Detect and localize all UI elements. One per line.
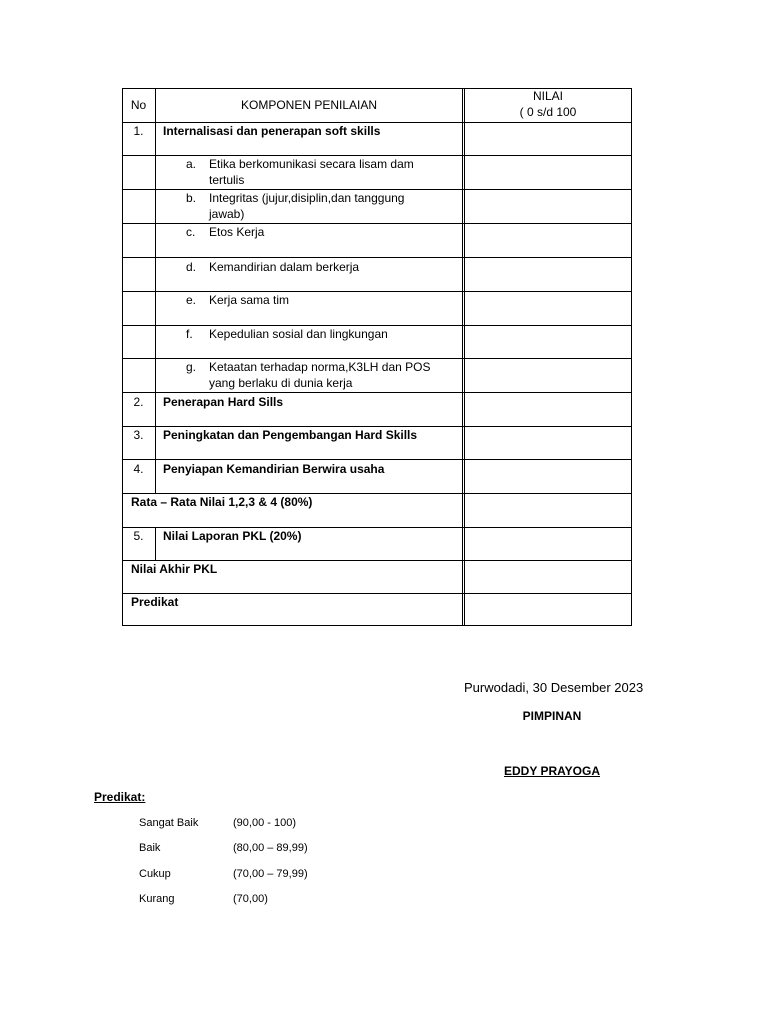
row-line [122, 291, 632, 292]
predikat-label: Sangat Baik [139, 817, 199, 829]
header-no: No [130, 98, 147, 112]
row-line [122, 223, 632, 224]
subitem-letter: f. [186, 327, 193, 341]
row-number: 3. [133, 428, 144, 442]
row-label: Internalisasi dan penerapan soft skills [163, 124, 381, 138]
table-bottom-border [122, 625, 632, 626]
subitem-label: Etika berkomunikasi secara lisam dam [209, 157, 414, 171]
predikat-range: (90,00 - 100) [233, 817, 296, 829]
subitem-letter: g. [186, 360, 197, 374]
subitem-label-cont: tertulis [209, 173, 245, 187]
subitem-letter: a. [186, 157, 197, 171]
predikat-range: (80,00 – 89,99) [233, 842, 308, 854]
predikat-range: (70,00) [233, 893, 268, 905]
predikat-label: Cukup [139, 868, 171, 880]
row-label: Peningkatan dan Pengembangan Hard Skills [163, 428, 418, 442]
row-number: 4. [133, 462, 144, 476]
header-nilai: NILAI [532, 89, 563, 103]
subitem-letter: d. [186, 260, 197, 274]
row-number: 5. [133, 529, 144, 543]
row-label: Penyiapan Kemandirian Berwira usaha [163, 462, 385, 476]
subitem-label: Integritas (jujur,disiplin,dan tanggung [209, 191, 405, 205]
row-line [122, 257, 632, 258]
average-row-label: Rata – Rata Nilai 1,2,3 & 4 (80%) [131, 495, 313, 509]
nilai-column-divider [462, 88, 463, 626]
row-number: 2. [133, 395, 144, 409]
subitem-label-cont: yang berlaku di dunia kerja [209, 376, 353, 390]
subitem-label: Kepedulian sosial dan lingkungan [209, 327, 388, 341]
subitem-label-cont: jawab) [209, 207, 245, 221]
subitem-letter: e. [186, 293, 197, 307]
predikat-label: Baik [139, 842, 161, 854]
header-nilai-range: ( 0 s/d 100 [519, 105, 577, 119]
signatory-name: EDDY PRAYOGA [503, 764, 601, 778]
final-score-label: Nilai Akhir PKL [131, 562, 218, 576]
table-left-border [122, 88, 123, 626]
predikat-range: (70,00 – 79,99) [233, 868, 308, 880]
row-line [122, 459, 632, 460]
header-komponen: KOMPONEN PENILAIAN [240, 98, 378, 112]
subitem-letter: b. [186, 191, 197, 205]
place-date: Purwodadi, 30 Desember 2023 [464, 680, 644, 695]
signature-title: PIMPINAN [522, 709, 582, 723]
table-right-border [631, 88, 632, 626]
row-label: Nilai Laporan PKL (20%) [163, 529, 302, 543]
predikat-label: Kurang [139, 893, 175, 905]
nilai-column-divider-2 [464, 88, 465, 626]
subitem-label: Ketaatan terhadap norma,K3LH dan POS [209, 360, 431, 374]
predikat-heading: Predikat: [94, 790, 146, 804]
predikat-row-label: Predikat [131, 595, 179, 609]
row-line [122, 392, 632, 393]
subitem-label: Etos Kerja [209, 225, 265, 239]
row-number: 1. [133, 124, 144, 138]
row-line [122, 593, 632, 594]
row-label: Penerapan Hard Sills [163, 395, 284, 409]
subitem-label: Kemandirian dalam berkerja [209, 260, 360, 274]
no-column-divider-row5 [155, 527, 156, 560]
subitem-label: Kerja sama tim [209, 293, 290, 307]
subitem-letter: c. [186, 225, 196, 239]
